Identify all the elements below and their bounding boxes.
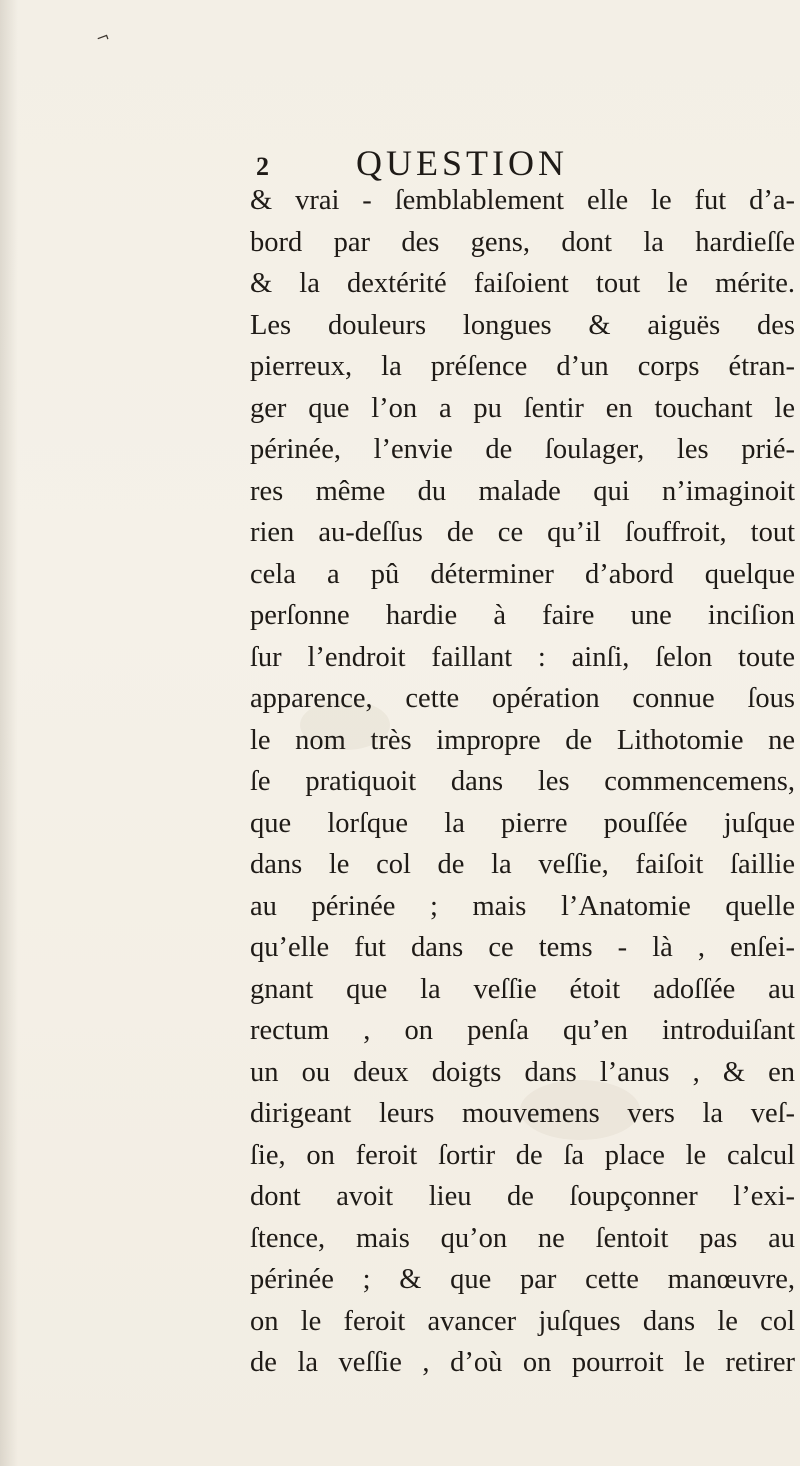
text-line: périnée, l’envie de ſoulager, les prié- bbox=[250, 434, 795, 465]
text-line: de la veſſie , d’où on pourroit le retirer bbox=[250, 1347, 795, 1378]
text-line: dont avoit lieu de ſoupçonner l’exi- bbox=[250, 1181, 795, 1212]
text-line: res même du malade qui n’imaginoit bbox=[250, 475, 795, 507]
text-line: un ou deux doigts dans l’anus , & en bbox=[250, 1056, 795, 1088]
text-line: ſur l’endroit faillant : ainſi, ſelon toute bbox=[250, 641, 795, 673]
text-line: dans le col de la veſſie, faiſoit ſaillie bbox=[250, 849, 795, 880]
text-line: dirigeant leurs mouvemens vers la veſ- bbox=[250, 1098, 795, 1129]
body-text bbox=[250, 180, 795, 1384]
corner-mark: ¬ bbox=[93, 26, 113, 49]
text-line: ſie, on feroit ſortir de ſa place le calcul bbox=[250, 1139, 795, 1171]
text-line: ſe pratiquoit dans les commencemens, bbox=[250, 766, 795, 797]
text-line: cela a pû déterminer d’abord quelque bbox=[250, 558, 795, 590]
text-line: rectum , on penſa qu’en introduiſant bbox=[250, 1015, 795, 1046]
text-line: que lorſque la pierre pouſſée juſque bbox=[250, 807, 795, 839]
text-line: pierreux, la préſence d’un corps étran- bbox=[250, 351, 795, 382]
running-title: QUESTION bbox=[356, 143, 568, 183]
text-line: ſtence, mais qu’on ne ſentoit pas au bbox=[250, 1222, 795, 1254]
text-line: on le feroit avancer juſques dans le col bbox=[250, 1305, 795, 1337]
text-line: & vrai - ſemblablement elle le fut d’a- bbox=[250, 185, 795, 216]
text-line: bord par des gens, dont la hardieſſe bbox=[250, 226, 795, 258]
text-line: rien au-deſſus de ce qu’il ſouffroit, tout bbox=[250, 517, 795, 548]
text-line: le nom très impropre de Lithotomie ne bbox=[250, 724, 795, 756]
text-line: ger que l’on a pu ſentir en touchant le bbox=[250, 392, 795, 424]
page-edge-shadow bbox=[0, 0, 18, 1466]
text-line: apparence, cette opération connue ſous bbox=[250, 683, 795, 714]
page-number: 2 bbox=[256, 152, 269, 181]
text-line: gnant que la veſſie étoit adoſſée au bbox=[250, 973, 795, 1005]
text-line: Les douleurs longues & aiguës des bbox=[250, 309, 795, 341]
text-line: périnée ; & que par cette manœuvre, bbox=[250, 1264, 795, 1295]
text-line: qu’elle fut dans ce tems - là , enſei- bbox=[250, 932, 795, 963]
text-line: perſonne hardie à faire une inciſion bbox=[250, 600, 795, 631]
text-line: & la dextérité faiſoient tout le mérite. bbox=[250, 268, 795, 299]
text-line: au périnée ; mais l’Anatomie quelle bbox=[250, 890, 795, 922]
